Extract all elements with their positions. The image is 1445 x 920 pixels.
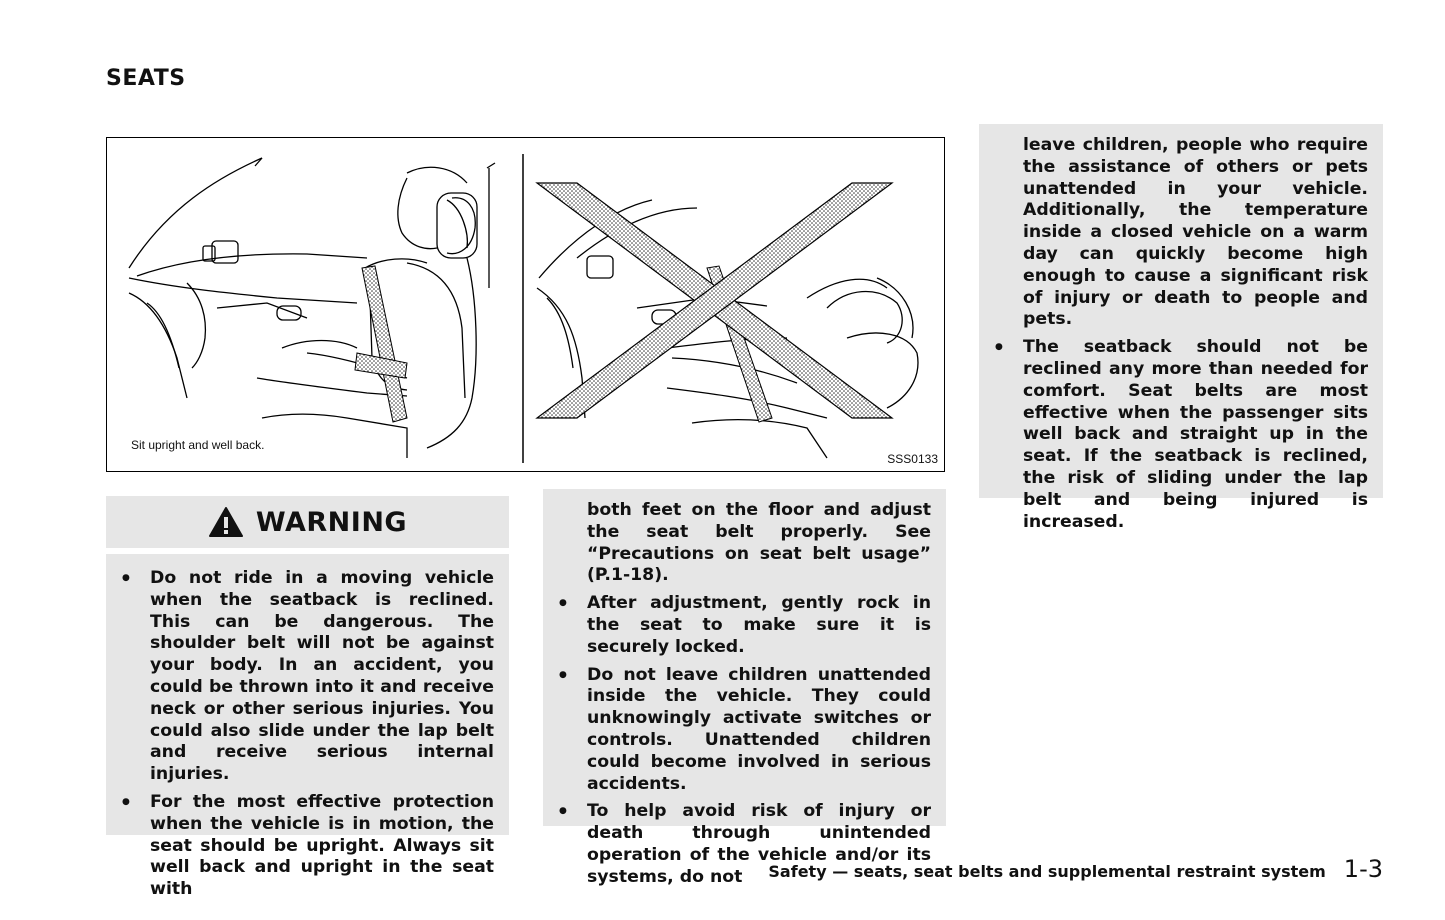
list-item: ● The seatback should not be reclined any more than needed for comfort. Seat belts are most effective when the passenger sits well back and straight up in the seat. If the seatback is reclined, the risk of sliding under the lap belt and being injured is increased. (979, 337, 1368, 533)
footer-section-title: Safety — seats, seat belts and supplemental restraint system (768, 862, 1326, 881)
warning-title: WARNING (255, 506, 408, 538)
warning-header (106, 496, 509, 548)
continued-text: leave children, people who require the assistance of others or pets unattended in your vehicle. Additionally, the temperature inside a closed vehicle on a warm day can quickly become high enough to cause a significant risk of injury or death to people and pets. (1023, 135, 1368, 330)
upright-passenger-drawing (129, 158, 495, 458)
warning-column-1 (106, 554, 509, 900)
warning-triangle-icon (208, 506, 244, 538)
list-item: ● Do not leave children unattended inside the vehicle. They could unknowingly activate switches or controls. Unattended children could become involved in serious accidents. (543, 665, 931, 796)
page-title: SEATS (106, 66, 186, 91)
warning-column-3 (979, 124, 1383, 532)
figure-caption: Sit upright and well back. (131, 438, 265, 452)
figure-code: SSS0133 (887, 452, 938, 466)
warning-column-2 (543, 489, 946, 887)
illustration-drawing (107, 138, 946, 473)
list-item: ● After adjustment, gently rock in the seat to make sure it is securely locked. (543, 593, 931, 658)
list-item: ● To help avoid risk of injury or death through unintended operation of the vehicle and/or its systems, do not (543, 801, 931, 888)
seat-posture-illustration (106, 137, 945, 472)
continued-text: both feet on the floor and adjust the seat belt properly. See “Precautions on seat belt usage” (P.1-18). (587, 500, 931, 586)
list-item: ● For the most effective protection when the vehicle is in motion, the seat should be upright. Always sit well back and upright in the seat with (106, 792, 494, 901)
page-footer (768, 855, 1383, 883)
list-item: ● Do not ride in a moving vehicle when the seatback is reclined. This can be dangerous. The shoulder belt will not be against your body. In an accident, you could be thrown into it and receive neck or other serious injuries. You could also slide under the lap belt and receive serious internal injuries. (106, 568, 494, 786)
page-number: 1-3 (1343, 855, 1383, 883)
